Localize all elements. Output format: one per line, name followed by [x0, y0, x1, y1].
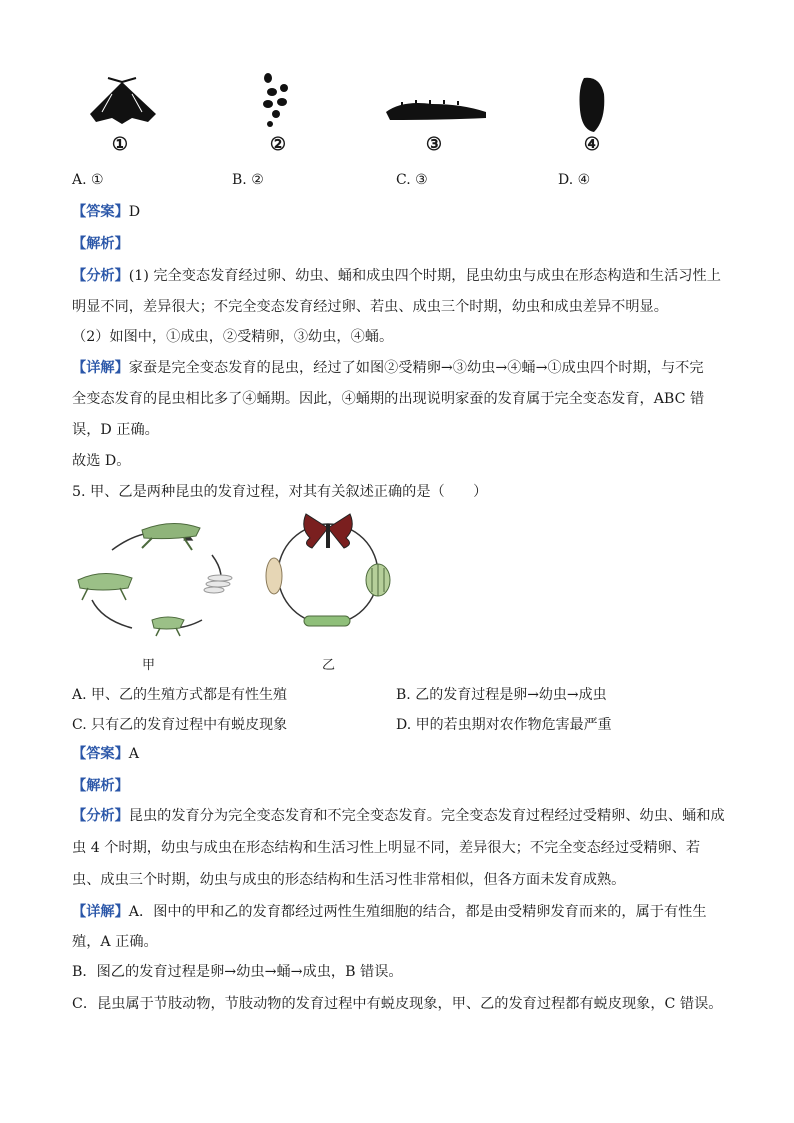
q4-fenxi-line2: 明显不同，差异很大；不完全变态发育经过卵、若虫、成虫三个时期，幼虫和成虫差异不明显。: [72, 299, 668, 315]
label-1: ①: [111, 134, 129, 155]
q5-stem: 5. 甲、乙是两种昆虫的发育过程，对其有关叙述正确的是（ ）: [72, 484, 488, 500]
q4-xiangjie-line2: 全变态发育的昆虫相比多了④蛹期。因此，④蛹期的出现说明家蚕的发育属于完全变态发育，ABC 错: [72, 391, 705, 407]
cycle-yi-diagram: [262, 510, 398, 640]
q4-option-b[interactable]: B. ②: [232, 172, 264, 188]
nymph-icon: [152, 617, 184, 636]
q4-option-c[interactable]: C. ③: [396, 172, 428, 188]
insect-stages-figure: [72, 68, 732, 168]
label-3: ③: [425, 134, 443, 155]
q4-analysis-heading: 【解析】: [72, 236, 129, 252]
pupa-icon: [574, 74, 610, 136]
q5-xiangjie-line2: 殖，A 正确。: [72, 934, 158, 950]
q5-answer: 【答案】A: [72, 746, 140, 762]
q4-fenxi-line1: 【分析】(1) 完全变态发育经过卵、幼虫、蛹和成虫四个时期，昆虫幼虫与成虫在形态构造和生活习性上: [72, 268, 721, 284]
q5-option-c[interactable]: C. 只有乙的发育过程中有蜕皮现象: [72, 717, 288, 733]
q5-analysis-heading: 【解析】: [72, 778, 129, 794]
q5-fenxi-line1: 【分析】昆虫的发育分为完全变态发育和不完全变态发育。完全变态发育过程经过受精卵、幼虫、蛹和成: [72, 808, 725, 824]
q4-answer: 【答案】D: [72, 204, 141, 220]
q5-xiangjie-line1: 【详解】A．图中的甲和乙的发育都经过两性生殖细胞的结合，都是由受精卵发育而来的，属于有性生: [72, 904, 707, 920]
label-yi: 乙: [322, 658, 336, 673]
q5-option-b-explanation: B．图乙的发育过程是卵→幼虫→蛹→成虫，B 错误。: [72, 964, 403, 980]
q4-xiangjie-line1: 【详解】家蚕是完全变态发育的昆虫，经过了如图②受精卵→③幼虫→④蛹→①成虫四个时期，与不完: [72, 360, 704, 376]
q5-option-b[interactable]: B. 乙的发育过程是卵→幼虫→成虫: [396, 687, 607, 703]
q4-option-a[interactable]: A. ①: [72, 172, 104, 188]
eggs-icon: [258, 72, 298, 128]
label-2: ②: [269, 134, 287, 155]
moth-icon: [82, 74, 162, 126]
q5-fenxi-line3: 虫、成虫三个时期，幼虫与成虫的形态结构和生活习性非常相似，但各方面未发育成熟。: [72, 872, 626, 888]
q5-option-c-explanation: C．昆虫属于节肢动物，节肢动物的发育过程中有蜕皮现象，甲、乙的发育过程都有蜕皮现象，C 错误。: [72, 996, 723, 1012]
q4-conclusion: 故选 D。: [72, 453, 131, 469]
q4-fenxi-line3: （2）如图中，①成虫，②受精卵，③幼虫，④蛹。: [72, 329, 394, 345]
q4-option-d[interactable]: D. ④: [558, 172, 591, 188]
q5-fenxi-line2: 虫 4 个时期，幼虫与成虫在形态结构和生活习性上明显不同，差异很大；不完全变态经过受精卵、若: [72, 840, 701, 856]
grasshopper-adult-icon: [142, 523, 200, 550]
larva-icon: [382, 94, 492, 124]
q5-option-a[interactable]: A. 甲、乙的生殖方式都是有性生殖: [72, 687, 288, 703]
label-4: ④: [583, 134, 601, 155]
q4-xiangjie-line3: 误，D 正确。: [72, 422, 159, 438]
large-nymph-icon: [78, 573, 132, 600]
caterpillar-icon: [304, 616, 350, 626]
grasshopper-eggs-icon: [204, 575, 232, 593]
q5-option-d[interactable]: D. 甲的若虫期对农作物危害最严重: [396, 717, 612, 733]
cycle-jia-diagram: [72, 510, 242, 660]
label-jia: 甲: [142, 658, 156, 673]
egg-icon: [366, 564, 390, 596]
butterfly-icon: [304, 514, 353, 548]
chrysalis-icon: [266, 558, 282, 594]
